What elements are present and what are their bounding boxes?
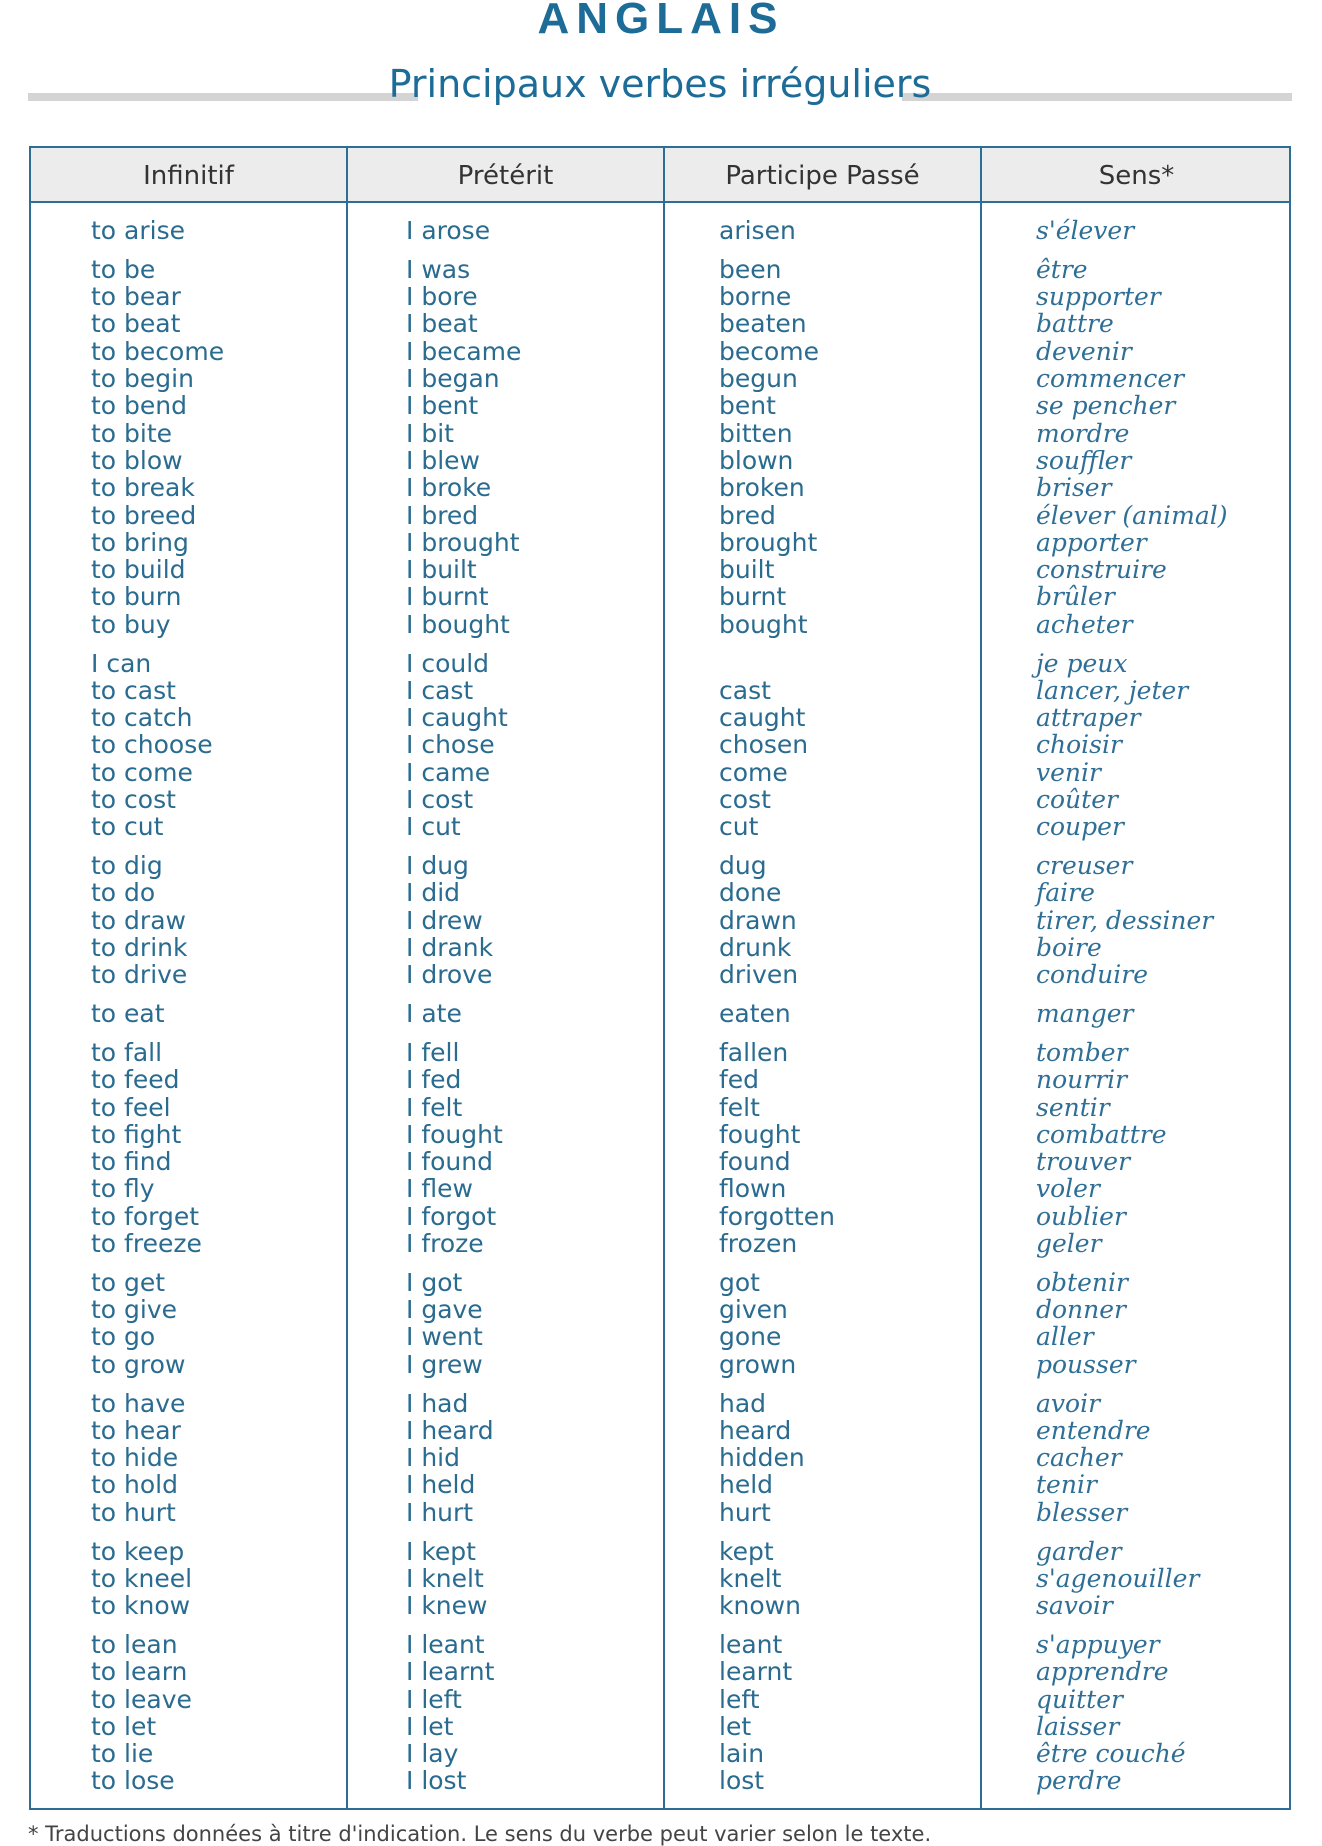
preterit-cell: I gave xyxy=(406,1295,483,1325)
preterit-cell: I lay xyxy=(406,1739,459,1769)
participe-cell: fallen xyxy=(719,1037,789,1067)
preterit-cell: I could xyxy=(406,648,490,678)
preterit-cell: I fed xyxy=(406,1065,462,1095)
participe-cell: arisen xyxy=(719,216,796,245)
participe-cell: drawn xyxy=(719,905,797,935)
preterit-cell: I cost xyxy=(406,785,474,814)
preterit-cell: I went xyxy=(406,1322,483,1352)
preterit-cell: I flew xyxy=(406,1174,473,1204)
participe-cell: found xyxy=(719,1147,791,1177)
participe-cell: hurt xyxy=(719,1497,771,1527)
infinitif-cell: to build xyxy=(91,555,186,585)
preterit-cell: I fell xyxy=(406,1037,460,1067)
sens-cell: tomber xyxy=(1036,1037,1128,1067)
sens-cell: mordre xyxy=(1036,418,1130,448)
participe-cell: cut xyxy=(719,812,759,842)
sens-cell: commencer xyxy=(1036,364,1185,393)
participe-cell: eaten xyxy=(719,999,791,1029)
sens-cell: nourrir xyxy=(1036,1065,1128,1095)
sens-cell: attraper xyxy=(1036,703,1141,733)
infinitif-cell: to lean xyxy=(91,1629,178,1659)
infinitif-cell: to know xyxy=(91,1591,191,1621)
preterit-cell: I hurt xyxy=(406,1497,474,1527)
preterit-cell: I built xyxy=(406,555,477,585)
infinitif-cell: to fight xyxy=(91,1119,182,1149)
sens-cell: geler xyxy=(1036,1229,1102,1258)
sens-cell: supporter xyxy=(1036,282,1161,312)
preterit-cell: I learnt xyxy=(406,1657,495,1687)
infinitif-cell: to hide xyxy=(91,1443,179,1473)
participe-cell: drunk xyxy=(719,933,792,962)
infinitif-cell: I can xyxy=(91,648,152,678)
infinitif-cell: to blow xyxy=(91,445,183,475)
participe-cell: cast xyxy=(719,675,771,705)
sens-cell: blesser xyxy=(1036,1497,1128,1527)
infinitif-cell: to grow xyxy=(91,1349,186,1379)
participe-cell: fought xyxy=(719,1119,801,1149)
participe-cell: heard xyxy=(719,1415,792,1445)
infinitif-cell: to leave xyxy=(91,1684,192,1714)
sens-cell: quitter xyxy=(1036,1684,1123,1714)
sens-cell: être xyxy=(1036,254,1088,284)
infinitif-cell: to bear xyxy=(91,282,181,312)
sens-cell: manger xyxy=(1036,999,1134,1029)
infinitif-cell: to freeze xyxy=(91,1229,202,1258)
preterit-cell: I drove xyxy=(406,960,493,990)
infinitif-cell: to find xyxy=(91,1147,172,1177)
sens-cell: acheter xyxy=(1036,609,1133,639)
infinitif-cell: to lose xyxy=(91,1766,175,1796)
sens-cell: creuser xyxy=(1036,851,1133,881)
preterit-cell: I kept xyxy=(406,1536,476,1566)
preterit-cell: I drew xyxy=(406,905,483,935)
preterit-cell: I drank xyxy=(406,933,494,962)
sens-cell: je peux xyxy=(1036,648,1128,678)
sens-cell: trouver xyxy=(1036,1147,1131,1177)
infinitif-cell: to drive xyxy=(91,960,188,990)
infinitif-cell: to bite xyxy=(91,418,173,448)
participe-cell: felt xyxy=(719,1092,760,1122)
participe-cell: gone xyxy=(719,1322,782,1352)
infinitif-cell: to fall xyxy=(91,1037,163,1067)
infinitif-cell: to burn xyxy=(91,582,182,612)
participe-cell: begun xyxy=(719,364,798,393)
infinitif-cell: to forget xyxy=(91,1201,200,1231)
participe-cell: beaten xyxy=(719,309,807,339)
preterit-cell: I knew xyxy=(406,1591,488,1621)
preterit-cell: I came xyxy=(406,757,491,787)
participe-cell: built xyxy=(719,555,775,585)
participe-cell: broken xyxy=(719,473,805,503)
infinitif-cell: to fly xyxy=(91,1174,155,1204)
participe-cell: bought xyxy=(719,609,808,639)
sens-cell: couper xyxy=(1036,812,1124,842)
infinitif-cell: to give xyxy=(91,1295,178,1325)
infinitif-cell: to kneel xyxy=(91,1563,193,1593)
infinitif-cell: to hurt xyxy=(91,1497,176,1527)
sens-cell: conduire xyxy=(1036,960,1148,990)
participe-cell: chosen xyxy=(719,730,809,760)
participe-cell: bred xyxy=(719,500,776,530)
sens-cell: élever (animal) xyxy=(1036,500,1228,530)
sens-cell: oublier xyxy=(1036,1201,1126,1231)
infinitif-cell: to keep xyxy=(91,1536,185,1566)
sens-cell: être couché xyxy=(1036,1739,1186,1769)
preterit-cell: I dug xyxy=(406,851,469,881)
column-divider xyxy=(346,148,348,1808)
header-participe-passe: Participe Passé xyxy=(725,161,920,191)
infinitif-cell: to do xyxy=(91,878,156,908)
preterit-cell: I brought xyxy=(406,527,520,557)
column-divider xyxy=(663,148,665,1808)
sens-cell: battre xyxy=(1036,309,1114,339)
subtitle-row xyxy=(28,62,1292,110)
participe-cell: come xyxy=(719,757,788,787)
participe-cell: lain xyxy=(719,1739,765,1769)
column-divider xyxy=(980,148,982,1808)
preterit-cell: I ate xyxy=(406,999,462,1029)
preterit-cell: I leant xyxy=(406,1629,485,1659)
infinitif-cell: to begin xyxy=(91,364,194,393)
sens-cell: avoir xyxy=(1036,1388,1101,1418)
preterit-cell: I held xyxy=(406,1470,476,1500)
preterit-cell: I grew xyxy=(406,1349,483,1379)
sens-cell: tirer, dessiner xyxy=(1036,905,1214,935)
header-sens: Sens* xyxy=(1098,161,1175,191)
sens-cell: laisser xyxy=(1036,1711,1120,1741)
participe-cell: been xyxy=(719,254,782,284)
infinitif-cell: to arise xyxy=(91,216,185,245)
preterit-cell: I bent xyxy=(406,391,479,421)
preterit-cell: I had xyxy=(406,1388,469,1418)
sens-cell: choisir xyxy=(1036,730,1122,760)
participe-cell: brought xyxy=(719,527,818,557)
preterit-cell: I arose xyxy=(406,216,491,245)
infinitif-cell: to cost xyxy=(91,785,176,814)
participe-cell: forgotten xyxy=(719,1201,835,1231)
infinitif-cell: to let xyxy=(91,1711,157,1741)
infinitif-cell: to become xyxy=(91,336,225,366)
infinitif-cell: to get xyxy=(91,1267,166,1297)
preterit-cell: I knelt xyxy=(406,1563,484,1593)
sens-cell: brûler xyxy=(1036,582,1115,612)
sens-cell: tenir xyxy=(1036,1470,1097,1500)
participe-cell: given xyxy=(719,1295,788,1325)
sens-cell: entendre xyxy=(1036,1415,1151,1445)
sens-cell: faire xyxy=(1036,878,1095,908)
preterit-cell: I bit xyxy=(406,418,454,448)
sens-cell: donner xyxy=(1036,1295,1127,1325)
participe-cell: learnt xyxy=(719,1657,793,1687)
header-infinitif: Infinitif xyxy=(143,161,234,191)
preterit-cell: I hid xyxy=(406,1443,460,1473)
sens-cell: apporter xyxy=(1036,527,1147,557)
participe-cell: had xyxy=(719,1388,767,1418)
participe-cell: frozen xyxy=(719,1229,798,1258)
participe-cell: borne xyxy=(719,282,792,312)
sens-cell: obtenir xyxy=(1036,1267,1128,1297)
infinitif-cell: to be xyxy=(91,254,156,284)
page-title: ANGLAIS xyxy=(537,0,785,43)
participe-cell: caught xyxy=(719,703,806,733)
participe-cell: flown xyxy=(719,1174,787,1204)
sens-cell: savoir xyxy=(1036,1591,1113,1621)
preterit-cell: I lost xyxy=(406,1766,467,1796)
sens-cell: briser xyxy=(1036,473,1112,503)
preterit-cell: I found xyxy=(406,1147,493,1177)
preterit-cell: I got xyxy=(406,1267,463,1297)
participe-cell: dug xyxy=(719,851,767,881)
preterit-cell: I burnt xyxy=(406,582,489,612)
infinitif-cell: to drink xyxy=(91,933,188,962)
preterit-cell: I bred xyxy=(406,500,479,530)
sens-cell: venir xyxy=(1036,757,1101,787)
sens-cell: aller xyxy=(1036,1322,1094,1352)
participe-cell: hidden xyxy=(719,1443,805,1473)
participe-cell: let xyxy=(719,1711,752,1741)
preterit-cell: I bore xyxy=(406,282,478,312)
preterit-cell: I cast xyxy=(406,675,474,705)
infinitif-cell: to feed xyxy=(91,1065,180,1095)
sens-cell: combattre xyxy=(1036,1119,1167,1149)
preterit-cell: I began xyxy=(406,364,500,393)
preterit-cell: I blew xyxy=(406,445,480,475)
sens-cell: construire xyxy=(1036,555,1167,585)
preterit-cell: I forgot xyxy=(406,1201,497,1231)
infinitif-cell: to buy xyxy=(91,609,171,639)
infinitif-cell: to bend xyxy=(91,391,188,421)
participe-cell: blown xyxy=(719,445,794,475)
preterit-cell: I left xyxy=(406,1684,462,1714)
infinitif-cell: to feel xyxy=(91,1092,171,1122)
participe-cell: bitten xyxy=(719,418,793,448)
participe-cell: known xyxy=(719,1591,801,1621)
participe-cell: driven xyxy=(719,960,799,990)
infinitif-cell: to bring xyxy=(91,527,189,557)
preterit-cell: I let xyxy=(406,1711,454,1741)
infinitif-cell: to hear xyxy=(91,1415,181,1445)
participe-cell: bent xyxy=(719,391,776,421)
infinitif-cell: to cast xyxy=(91,675,176,705)
preterit-cell: I fought xyxy=(406,1119,503,1149)
sens-cell: garder xyxy=(1036,1536,1122,1566)
preterit-cell: I froze xyxy=(406,1229,484,1258)
participe-cell: burnt xyxy=(719,582,787,612)
infinitif-cell: to dig xyxy=(91,851,163,881)
infinitif-cell: to catch xyxy=(91,703,193,733)
infinitif-cell: to hold xyxy=(91,1470,178,1500)
infinitif-cell: to lie xyxy=(91,1739,154,1769)
page-subtitle: Principaux verbes irréguliers xyxy=(388,62,932,106)
sens-cell: devenir xyxy=(1036,336,1132,366)
infinitif-cell: to draw xyxy=(91,905,186,935)
sens-cell: perdre xyxy=(1036,1766,1122,1796)
infinitif-cell: to come xyxy=(91,757,193,787)
participe-cell: kept xyxy=(719,1536,774,1566)
sens-cell: lancer, jeter xyxy=(1036,675,1189,705)
header-preterit: Prétérit xyxy=(457,161,554,191)
footnote: * Traductions données à titre d'indication. Le sens du verbe peut varier selon le texte. xyxy=(28,1822,932,1846)
sens-cell: pousser xyxy=(1036,1349,1136,1379)
sens-cell: s'agenouiller xyxy=(1036,1563,1200,1593)
sens-cell: se pencher xyxy=(1036,391,1176,421)
verbs-table xyxy=(29,146,1291,1810)
sens-cell: sentir xyxy=(1036,1092,1110,1122)
sens-cell: coûter xyxy=(1036,785,1118,814)
sens-cell: boire xyxy=(1036,933,1102,962)
participe-cell: grown xyxy=(719,1349,797,1379)
participe-cell: got xyxy=(719,1267,760,1297)
preterit-cell: I beat xyxy=(406,309,478,339)
preterit-cell: I did xyxy=(406,878,461,908)
sens-cell: s'appuyer xyxy=(1036,1629,1160,1659)
preterit-cell: I chose xyxy=(406,730,495,760)
infinitif-cell: to learn xyxy=(91,1657,188,1687)
preterit-cell: I broke xyxy=(406,473,492,503)
participe-cell: knelt xyxy=(719,1563,782,1593)
table-header xyxy=(31,148,1289,203)
infinitif-cell: to cut xyxy=(91,812,164,842)
infinitif-cell: to go xyxy=(91,1322,156,1352)
sens-cell: apprendre xyxy=(1036,1657,1169,1687)
sens-cell: voler xyxy=(1036,1174,1100,1204)
preterit-cell: I became xyxy=(406,336,522,366)
sens-cell: souffler xyxy=(1036,445,1132,475)
infinitif-cell: to breed xyxy=(91,500,197,530)
participe-cell: cost xyxy=(719,785,771,814)
preterit-cell: I felt xyxy=(406,1092,463,1122)
infinitif-cell: to have xyxy=(91,1388,186,1418)
infinitif-cell: to choose xyxy=(91,730,213,760)
preterit-cell: I bought xyxy=(406,609,510,639)
sens-cell: cacher xyxy=(1036,1443,1122,1473)
preterit-cell: I was xyxy=(406,254,471,284)
participe-cell: lost xyxy=(719,1766,765,1796)
participe-cell: held xyxy=(719,1470,774,1500)
infinitif-cell: to break xyxy=(91,473,195,503)
infinitif-cell: to beat xyxy=(91,309,181,339)
sens-cell: s'élever xyxy=(1036,216,1135,245)
participe-cell: left xyxy=(719,1684,760,1714)
participe-cell: done xyxy=(719,878,782,908)
infinitif-cell: to eat xyxy=(91,999,165,1029)
preterit-cell: I cut xyxy=(406,812,461,842)
preterit-cell: I heard xyxy=(406,1415,494,1445)
participe-cell: fed xyxy=(719,1065,760,1095)
participe-cell: leant xyxy=(719,1629,783,1659)
preterit-cell: I caught xyxy=(406,703,508,733)
participe-cell: become xyxy=(719,336,820,366)
